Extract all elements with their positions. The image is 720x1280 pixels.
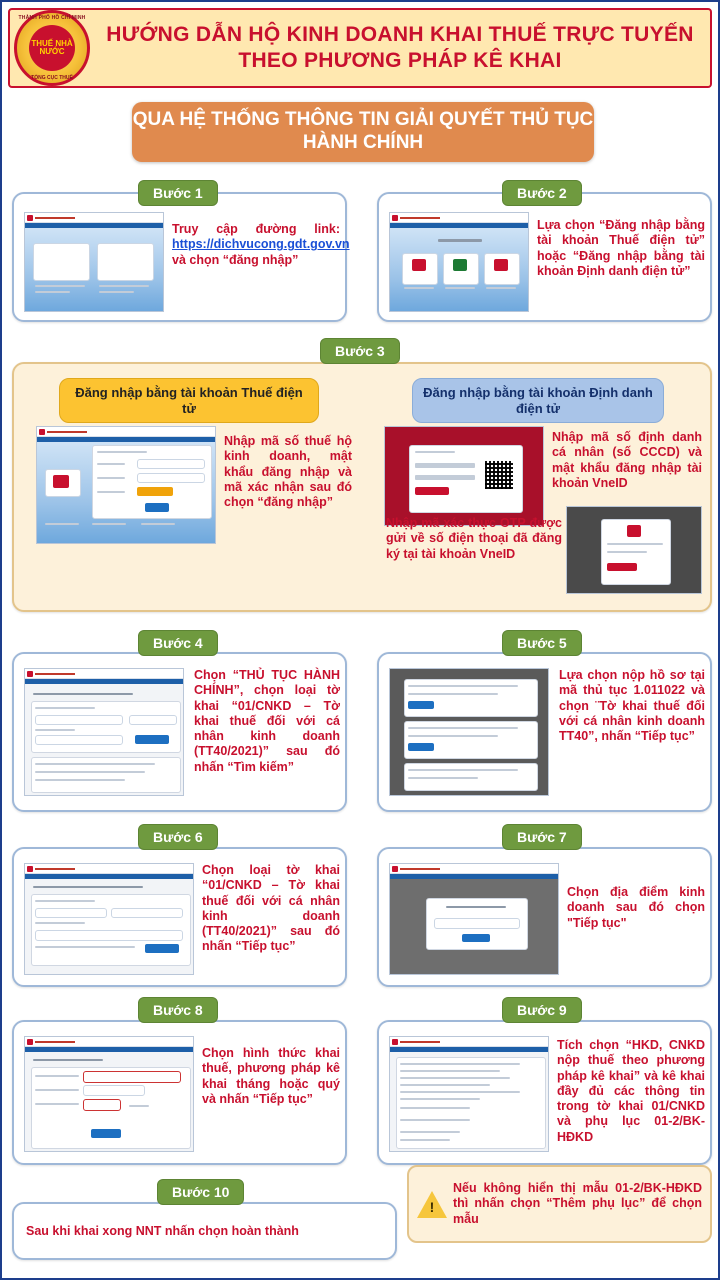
step-4-tag: Bước 4: [138, 630, 218, 656]
step-3-right-screenshot-2: [566, 506, 702, 594]
step-9-text: Tích chọn “HKD, CNKD nộp thuế theo phương pháp kê khai” và kê khai đầy đủ các thông tin trong tờ khai 01/CNKD và phụ lục 01-2/BK-HĐKD: [557, 1038, 705, 1144]
step-1-card: [12, 192, 350, 322]
step-6-text: Chọn loại tờ khai “01/CNKD – Tờ khai thuế đối với cá nhân kinh doanh (TT40/2021)” sau đó nhấn “Tiếp tục”: [202, 863, 340, 954]
step-9-screenshot: [389, 1036, 549, 1152]
step-7-card: [377, 847, 712, 987]
subtitle-banner: QUA HỆ THỐNG THÔNG TIN GIẢI QUYẾT THỦ TỤC HÀNH CHÍNH: [132, 102, 594, 162]
step-2-tag: Bước 2: [502, 180, 582, 206]
step-6-card: [12, 847, 347, 987]
step-1-screenshot: [24, 212, 164, 312]
page-header: [8, 8, 712, 88]
step-1-tag: Bước 1: [138, 180, 218, 206]
step-3-right-screenshot-1: [384, 426, 544, 526]
step-7-tag: Bước 7: [502, 824, 582, 850]
step-10-card: [12, 1202, 397, 1260]
step-1-text-post: và chọn “đăng nhập”: [172, 252, 299, 267]
step-3-right-text-1: Nhập mã số định danh cá nhân (số CCCD) và mật khẩu đăng nhập tài khoản VneID: [552, 430, 702, 490]
step-3-left-text: Nhập mã số thuế hộ kinh doanh, mật khẩu đăng nhập và mã xác nhận sau đó chọn “đăng nhập”: [224, 434, 352, 509]
step-7-screenshot: [389, 863, 559, 975]
step-3-tag: Bước 3: [320, 338, 400, 364]
step-3-right-subtitle: Đăng nhập bằng tài khoản Định danh điện tử: [412, 378, 664, 423]
note-box: [407, 1165, 712, 1243]
step-8-screenshot: [24, 1036, 194, 1152]
step-9-tag: Bước 9: [502, 997, 582, 1023]
step-1-text: [172, 222, 350, 268]
emblem-center: THUẾ NHÀ NƯỚC: [29, 25, 75, 71]
step-4-text: Chọn “THỦ TỤC HÀNH CHÍNH”, chọn loại tờ khai “01/CNKD – Tờ khai thuế đối với cá nhân kinh doanh (TT40/2021)” sau đó nhấn “Tìm kiếm”: [194, 668, 340, 774]
page-title: HƯỚNG DẪN HỘ KINH DOANH KHAI THUẾ TRỰC TUYẾN THEO PHƯƠNG PHÁP KÊ KHAI: [106, 23, 694, 72]
step-9-card: [377, 1020, 712, 1165]
step-10-tag: Bước 10: [157, 1179, 244, 1205]
step-5-screenshot: [389, 668, 549, 796]
step-2-card: [377, 192, 712, 322]
step-2-text: Lựa chọn “Đăng nhập bằng tài khoản Thuế điện tử” hoặc “Đăng nhập bằng tài khoản Định danh điện tử”: [537, 218, 705, 278]
step-6-tag: Bước 6: [138, 824, 218, 850]
step-5-text: Lựa chọn nộp hồ sơ tại mã thủ tục 1.011022 và chọn ¨Tờ khai thuế đối với cá nhân kinh doanh TT40”, nhấn “Tiếp tục”: [559, 668, 705, 743]
step-5-card: [377, 652, 712, 812]
step-6-screenshot: [24, 863, 194, 975]
step-8-text: Chọn hình thức khai thuế, phương pháp kê khai tháng hoặc quý và nhấn “Tiếp tục”: [202, 1046, 340, 1106]
dichvucong-link[interactable]: https://dichvucong.gdt.gov.vn: [172, 237, 350, 252]
step-3-right-text-2: Nhập mã xác thực OTP được gửi về số điện thoại đã đăng ký tại tài khoản VneID: [386, 516, 562, 561]
warning-triangle-icon: [417, 1191, 447, 1218]
step-4-card: [12, 652, 347, 812]
tax-department-emblem-icon: [14, 10, 90, 86]
step-2-screenshot: [389, 212, 529, 312]
step-8-tag: Bước 8: [138, 997, 218, 1023]
step-1-text-pre: Truy cập đường link:: [172, 222, 340, 236]
step-3-card: [12, 362, 712, 612]
step-8-card: [12, 1020, 347, 1165]
step-3-left-subtitle: Đăng nhập bằng tài khoản Thuế điện tử: [59, 378, 319, 423]
step-10-text: Sau khi khai xong NNT nhấn chọn hoàn thành: [26, 1224, 299, 1238]
step-5-tag: Bước 5: [502, 630, 582, 656]
emblem-bottom-text: TỔNG CỤC THUẾ: [31, 75, 73, 81]
note-text: Nếu không hiển thị mẫu 01-2/BK-HĐKD thì nhấn chọn “Thêm phụ lục” để chọn mẫu: [453, 1181, 702, 1226]
step-4-screenshot: [24, 668, 184, 796]
emblem-top-text: THÀNH PHỐ HỒ CHÍ MINH: [18, 15, 86, 21]
step-7-text: Chọn địa điểm kinh doanh sau đó chọn "Tiếp tục": [567, 885, 705, 930]
step-3-left-screenshot: [36, 426, 216, 544]
